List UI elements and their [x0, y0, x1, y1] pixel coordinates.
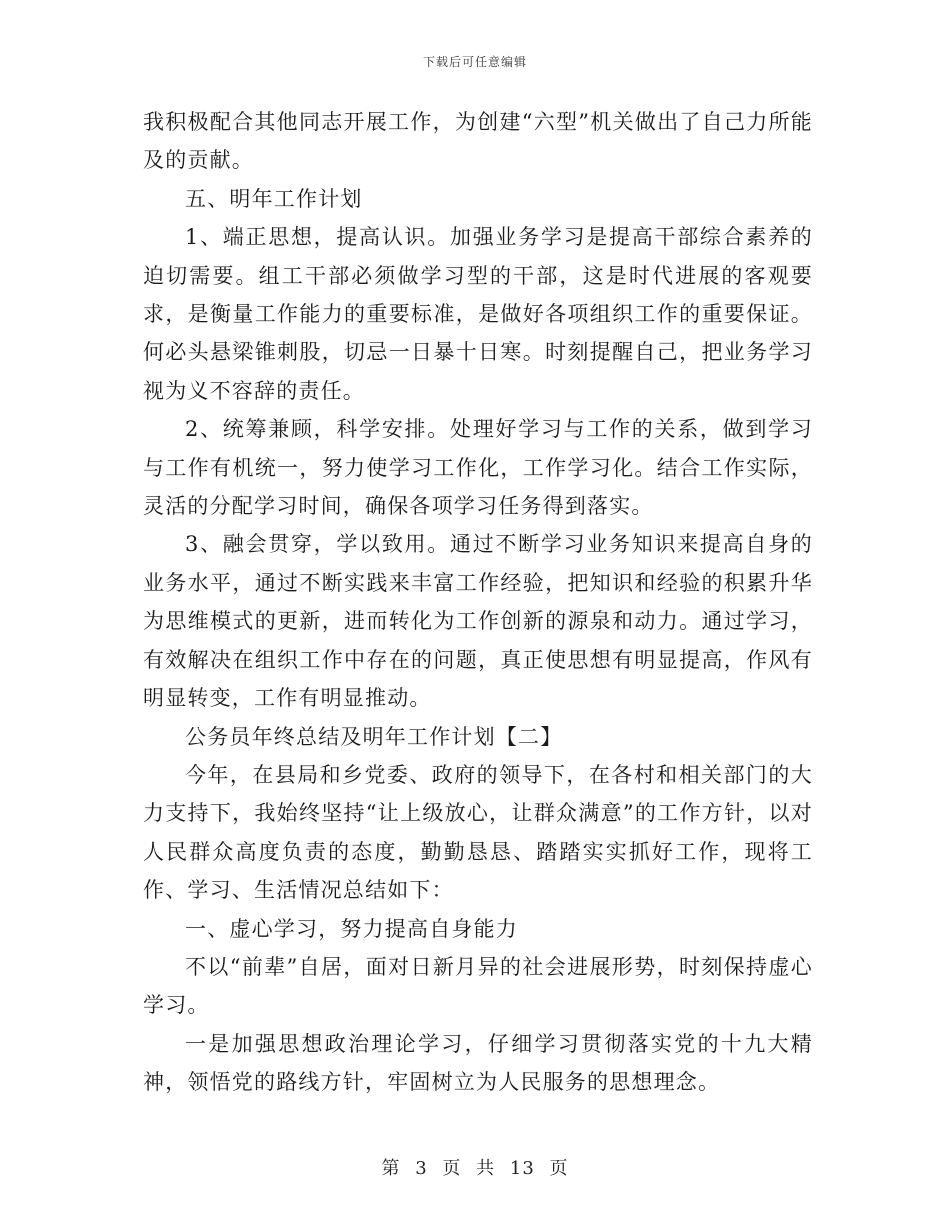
page-footer	[0, 1154, 950, 1180]
humble-learning-paragraph: 不以“前辈”自居，面对日新月异的社会进展形势，时刻保持虚心学习。	[143, 954, 813, 1018]
footer-label-total-unit: 页	[549, 1158, 569, 1179]
section-heading-next-year-plan: 五、明年工作计划	[185, 186, 363, 211]
footer-label-total: 共	[476, 1158, 496, 1179]
footer-label-page: 第	[381, 1158, 401, 1179]
header-note: 下载后可任意编辑	[422, 55, 527, 69]
plan-item-3: 3、融会贯穿，学以致用。通过不断学习业务知识来提高自身的业务水平，通过不断实践来丰富工作经验，把知识和经验的积累升华为思维模式的更新，进而转化为工作创新的源泉和动力。通过学习，有效解决在组织工作中存在的问题，真正使思想有明显提高，作风有明显转变，工作有明显推动。	[143, 532, 813, 711]
footer-total-pages: 13	[509, 1158, 535, 1179]
section-heading-humble-learning: 一、虚心学习，努力提高自身能力	[185, 916, 518, 941]
plan-item-2: 2、统筹兼顾，科学安排。处理好学习与工作的关系，做到学习与工作有机统一，努力使学习工作化，工作学习化。结合工作实际，灵活的分配学习时间，确保各项学习任务得到落实。	[143, 417, 813, 519]
footer-label-page-unit: 页	[442, 1158, 462, 1179]
article-title-part-two: 公务员年终总结及明年工作计划【二】	[185, 724, 563, 749]
paragraph-continuation: 我积极配合其他同志开展工作，为创建“六型”机关做出了自己力所能及的贡献。	[143, 110, 813, 173]
footer-current-page: 3	[415, 1158, 428, 1179]
plan-item-1: 1、端正思想，提高认识。加强业务学习是提高干部综合素养的迫切需要。组工干部必须做学习型的干部，这是时代进展的客观要求，是衡量工作能力的重要标准，是做好各项组织工作的重要保证。何必头悬梁锥刺股，切忌一日暴十日寒。时刻提醒自己，把业务学习视为义不容辞的责任。	[143, 225, 813, 403]
political-study-paragraph: 一是加强思想政治理论学习，仔细学习贯彻落实党的十九大精神，领悟党的路线方针，牢固树立为人民服务的思想理念。	[143, 1031, 813, 1095]
intro-paragraph: 今年，在县局和乡党委、政府的领导下，在各村和相关部门的大力支持下，我始终坚持“让上级放心，让群众满意”的工作方针，以对人民群众高度负责的态度，勤勤恳恳、踏踏实实抓好工作，现将工作、学习、生活情况总结如下：	[143, 762, 813, 903]
document-body	[143, 103, 813, 1102]
